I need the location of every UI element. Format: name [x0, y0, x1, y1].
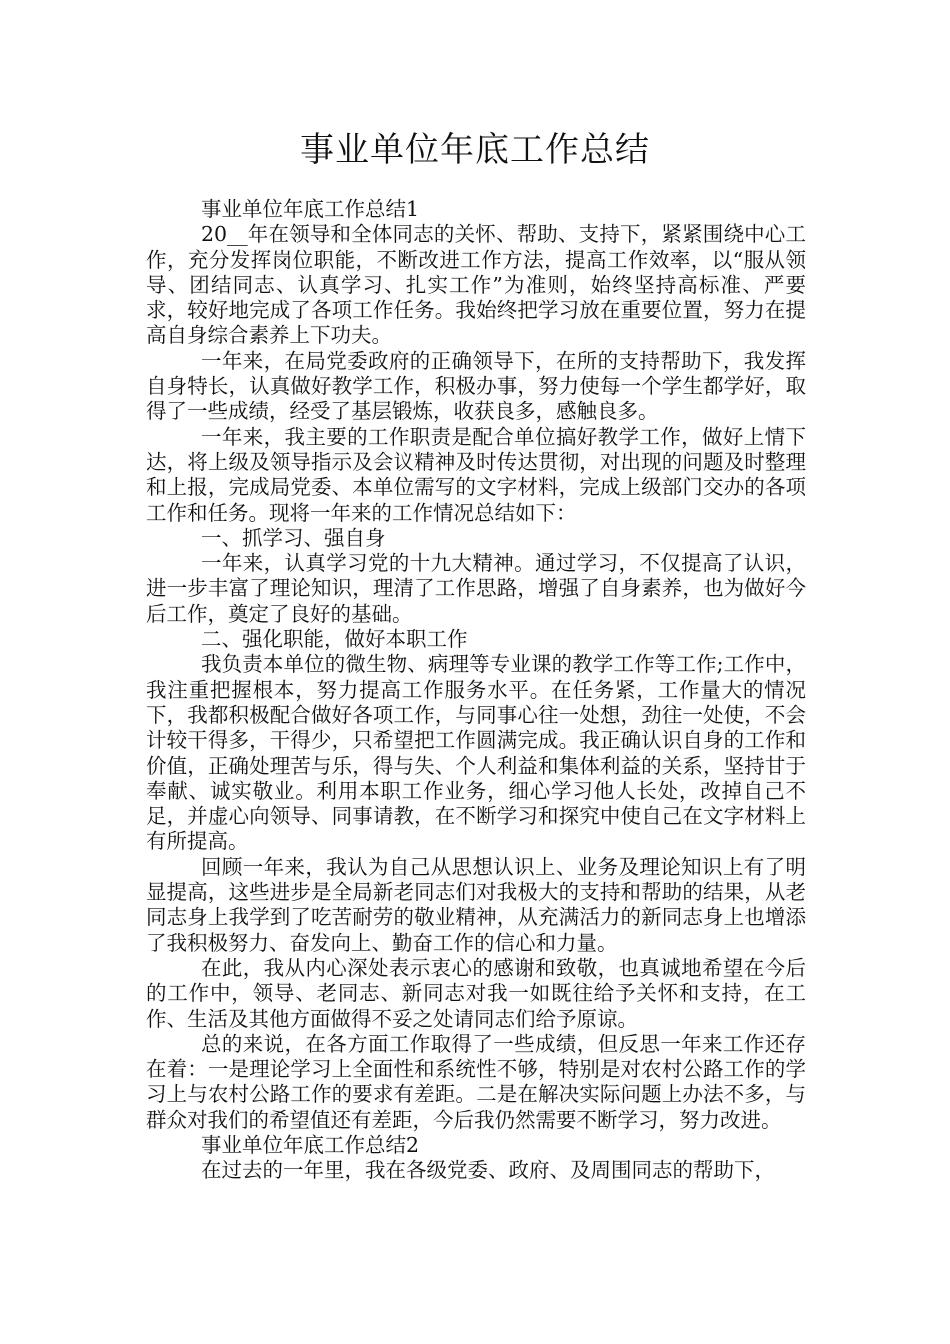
- paragraph: 总的来说，在各方面工作取得了一些成绩，但反思一年来工作还存在着：一是理论学习上全面性和系统性不够，特别是对农村公路工作的学习上与农村公路工作的要求有差距。二是在解决实际问题上办法不多，与群众对我们的希望值还有差距，今后我仍然需要不断学习，努力改进。: [146, 1031, 806, 1132]
- section-heading-1: 事业单位年底工作总结1: [201, 197, 420, 221]
- subheading-duty: 二、强化职能，做好本职工作: [201, 627, 468, 652]
- paragraph: 在此，我从内心深处表示衷心的感谢和致敬，也真诚地希望在今后的工作中，领导、老同志、新同志对我一如既往给予关怀和支持，在工作、生活及其他方面做得不妥之处请同志们给予原谅。: [146, 955, 806, 1031]
- paragraph: 一年来，认真学习党的十九大精神。通过学习，不仅提高了认识，进一步丰富了理论知识，理清了工作思路，增强了自身素养，也为做好今后工作，奠定了良好的基础。: [146, 551, 806, 626]
- document-body: [146, 197, 806, 1184]
- paragraph: 一年来，我主要的工作职责是配合单位搞好教学工作，做好上情下达，将上级及领导指示及会议精神及时传达贯彻，对出现的问题及时整理和上报，完成局党委、本单位需写的文字材料，完成上级部门交办的各项工作和任务。现将一年来的工作情况总结如下：: [146, 424, 806, 525]
- paragraph: 一年来，在局党委政府的正确领导下，在所的支持帮助下，我发挥自身特长，认真做好教学工作，积极办事，努力使每一个学生都学好，取得了一些成绩，经受了基层锻炼，收获良多，感触良多。: [146, 348, 806, 424]
- paragraph: 我负责本单位的微生物、病理等专业课的教学工作等工作;工作中，我注重把握根本，努力提高工作服务水平。在任务紧，工作量大的情况下，我都积极配合做好各项工作，与同事心往一处想，劲往一处使，不会计较干得多，干得少，只希望把工作圆满完成。我正确认识自身的工作和价值，正确处理苦与乐，得与失、个人利益和集体利益的关系，坚持甘于奉献、诚实敬业。利用本职工作业务，细心学习他人长处，改掉自己不足，并虚心向领导、同事请教，在不断学习和探究中使自己在文字材料上有所提高。: [146, 652, 806, 854]
- paragraph: 在过去的一年里，我在各级党委、政府、及周围同志的帮助下，: [201, 1158, 775, 1183]
- section-heading-2: 事业单位年底工作总结2: [201, 1132, 420, 1157]
- document-title: 事业单位年底工作总结: [300, 130, 650, 170]
- paragraph: 20__年在领导和全体同志的关怀、帮助、支持下，紧紧围绕中心工作，充分发挥岗位职能，不断改进工作方法，提高工作效率，以“服从领导、团结同志、认真学习、扎实工作”为准则，始终坚持高标准、严要求，较好地完成了各项工作任务。我始终把学习放在重要位置，努力在提高自身综合素养上下功夫。: [146, 222, 806, 348]
- paragraph: 回顾一年来，我认为自己从思想认识上、业务及理论知识上有了明显提高，这些进步是全局新老同志们对我极大的支持和帮助的结果，从老同志身上我学到了吃苦耐劳的敬业精神，从充满活力的新同志身上也增添了我积极努力、奋发向上、勤奋工作的信心和力量。: [146, 854, 806, 955]
- subheading-study: 一、抓学习、强自身: [201, 525, 386, 550]
